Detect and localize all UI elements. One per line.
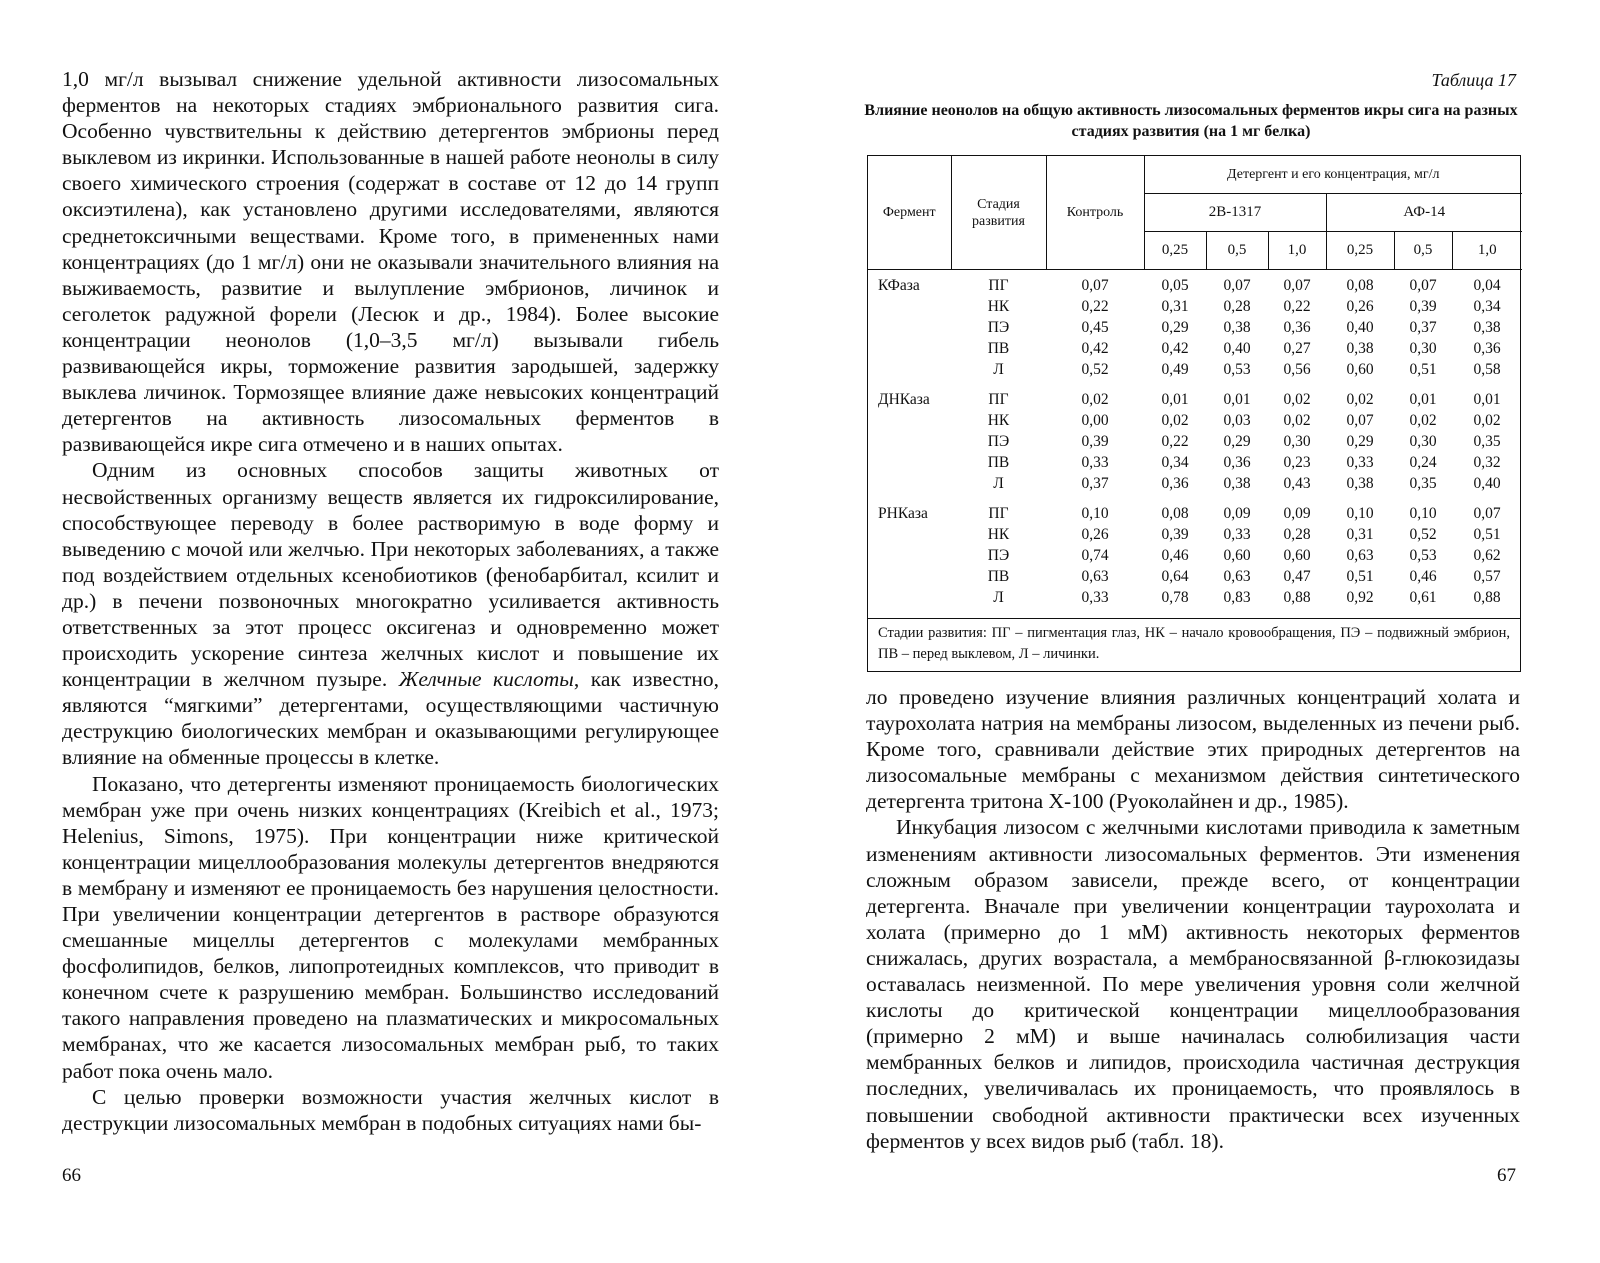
enzyme-cell (868, 297, 951, 318)
value-cell: 0,39 (1409, 298, 1437, 316)
paragraph-2 (62, 457, 719, 770)
value-cell: 0,09 (1283, 505, 1311, 523)
table-row (868, 452, 1522, 473)
enzyme-cell (868, 452, 951, 473)
paragraph-2-text: Одним из основных способов защиты животных от несвойственных организму веществ является их гидроксилирование, способствующее переводу в более растворимую в воде форму и выведению с мочой или желчью. При некоторых заболеваниях, а также под воздействием отдельных ксенобиотиков (фенобарбитал, ксилит и др.) в печени позвоночных многократно усиливается активность ответственных за этот процесс оксигеназ и одновременно может происходить ускорение синтеза желчных кислот и повышение их концентрации в желчном пузыре. (62, 458, 719, 692)
value-cell: 0,35 (1409, 474, 1437, 492)
enzyme-cell (868, 473, 951, 494)
table-row (868, 411, 1522, 432)
header-conc: 0,5 (1394, 232, 1452, 270)
data-table (867, 155, 1521, 672)
stage-cell: НК (987, 298, 1010, 316)
table-row (868, 587, 1522, 608)
paragraph-4: С целью проверки возможности участия желчных кислот в деструкции лизосомальных мембран в подобных ситуациях нами бы- (62, 1084, 719, 1135)
value-cell: 0,09 (1223, 505, 1251, 523)
value-cell: 0,07 (1223, 277, 1251, 295)
enzyme-cell (868, 318, 951, 339)
value-cell: 0,58 (1473, 360, 1501, 378)
value-cell: 0,63 (1081, 567, 1109, 585)
value-cell: 0,02 (1081, 391, 1109, 409)
stage-cell: ПЭ (987, 546, 1010, 564)
value-cell: 0,05 (1161, 277, 1189, 295)
stage-cell: ПГ (988, 391, 1009, 409)
value-cell: 0,02 (1283, 391, 1311, 409)
value-cell: 0,07 (1473, 505, 1501, 523)
enzyme-cell (868, 566, 951, 587)
stage-cell: ПВ (987, 453, 1010, 471)
value-cell: 0,38 (1346, 339, 1374, 357)
stage-cell: ПГ (988, 277, 1009, 295)
value-cell: 0,49 (1161, 360, 1189, 378)
value-cell: 0,22 (1161, 432, 1189, 450)
value-cell: 0,10 (1081, 505, 1109, 523)
value-cell: 0,02 (1409, 412, 1437, 430)
value-cell: 0,10 (1409, 505, 1437, 523)
value-cell: 0,07 (1081, 277, 1109, 295)
italic-term: Желчные кислоты (398, 667, 574, 692)
value-cell: 0,46 (1409, 567, 1437, 585)
value-cell: 0,37 (1081, 474, 1109, 492)
header-conc: 1,0 (1268, 232, 1326, 270)
value-cell: 0,46 (1161, 546, 1189, 564)
value-cell: 0,29 (1346, 432, 1374, 450)
header-conc: 0,5 (1206, 232, 1268, 270)
value-cell: 0,33 (1081, 588, 1109, 606)
value-cell: 0,74 (1081, 546, 1109, 564)
value-cell: 0,26 (1346, 298, 1374, 316)
value-cell: 0,42 (1081, 339, 1109, 357)
header-detergent: Детергент и его концентрация, мг/л (1144, 156, 1522, 194)
stage-cell: ПЭ (987, 318, 1010, 336)
value-cell: 0,83 (1223, 588, 1251, 606)
value-cell: 0,52 (1409, 526, 1437, 544)
header-conc: 0,25 (1326, 232, 1394, 270)
value-cell: 0,51 (1346, 567, 1374, 585)
table-row (868, 318, 1522, 339)
header-af14: АФ-14 (1326, 194, 1522, 232)
value-cell: 0,36 (1161, 474, 1189, 492)
value-cell: 0,40 (1346, 318, 1374, 336)
table-row (868, 432, 1522, 453)
value-cell: 0,38 (1223, 474, 1251, 492)
value-cell: 0,36 (1283, 318, 1311, 336)
value-cell: 0,33 (1081, 453, 1109, 471)
value-cell: 0,51 (1409, 360, 1437, 378)
value-cell: 0,92 (1346, 588, 1374, 606)
value-cell: 0,88 (1283, 588, 1311, 606)
page-number-left: 66 (62, 1165, 81, 1186)
value-cell: 0,01 (1473, 391, 1501, 409)
header-conc: 0,25 (1144, 232, 1206, 270)
value-cell: 0,02 (1283, 412, 1311, 430)
enzyme-cell (868, 432, 951, 453)
table-row (868, 359, 1522, 380)
value-cell: 0,40 (1473, 474, 1501, 492)
header-2b1317: 2В-1317 (1144, 194, 1326, 232)
enzyme-cell: КФаза (878, 277, 920, 295)
value-cell: 0,38 (1223, 318, 1251, 336)
value-cell: 0,01 (1223, 391, 1251, 409)
stage-cell: ПГ (988, 505, 1009, 523)
header-conc: 1,0 (1452, 232, 1522, 270)
table-row (868, 270, 1522, 297)
value-cell: 0,64 (1161, 567, 1189, 585)
value-cell: 0,53 (1223, 360, 1251, 378)
table-row (868, 525, 1522, 546)
enzyme-cell: РНКаза (878, 505, 928, 523)
value-cell: 0,62 (1473, 546, 1501, 564)
value-cell: 0,39 (1161, 526, 1189, 544)
value-cell: 0,08 (1346, 277, 1374, 295)
value-cell: 0,33 (1346, 453, 1374, 471)
left-text-column (62, 66, 719, 1136)
value-cell: 0,52 (1081, 360, 1109, 378)
value-cell: 0,28 (1223, 298, 1251, 316)
value-cell: 0,63 (1346, 546, 1374, 564)
table-row (868, 473, 1522, 494)
enzyme-cell: ДНКаза (878, 391, 930, 409)
value-cell: 0,29 (1223, 432, 1251, 450)
value-cell: 0,78 (1161, 588, 1189, 606)
value-cell: 0,56 (1283, 360, 1311, 378)
value-cell: 0,31 (1346, 526, 1374, 544)
value-cell: 0,24 (1409, 453, 1437, 471)
value-cell: 0,40 (1223, 339, 1251, 357)
table-note: Стадии развития: ПГ – пигментация глаз, НК – начало кровообращения, ПЭ – подвижный эмбрион, ПВ – перед выклевом, Л – личинки. (868, 618, 1520, 671)
value-cell: 0,01 (1161, 391, 1189, 409)
value-cell: 0,38 (1346, 474, 1374, 492)
page-number-right: 67 (1497, 1165, 1516, 1186)
value-cell: 0,42 (1161, 339, 1189, 357)
enzyme-cell (868, 525, 951, 546)
enzyme-cell (868, 546, 951, 567)
value-cell: 0,34 (1473, 298, 1501, 316)
stage-cell: НК (987, 412, 1010, 430)
enzyme-cell (868, 338, 951, 359)
table-row (868, 566, 1522, 587)
value-cell: 0,02 (1346, 391, 1374, 409)
value-cell: 0,60 (1346, 360, 1374, 378)
value-cell: 0,10 (1346, 505, 1374, 523)
value-cell: 0,30 (1283, 432, 1311, 450)
value-cell: 0,43 (1283, 474, 1311, 492)
value-cell: 0,36 (1473, 339, 1501, 357)
value-cell: 0,00 (1081, 412, 1109, 430)
value-cell: 0,03 (1223, 412, 1251, 430)
value-cell: 0,30 (1409, 339, 1437, 357)
value-cell: 0,01 (1409, 391, 1437, 409)
stage-cell: Л (993, 474, 1004, 492)
value-cell: 0,32 (1473, 453, 1501, 471)
value-cell: 0,60 (1283, 546, 1311, 564)
table-row (868, 546, 1522, 567)
value-cell: 0,26 (1081, 526, 1109, 544)
value-cell: 0,63 (1223, 567, 1251, 585)
table-row (868, 338, 1522, 359)
value-cell: 0,35 (1473, 432, 1501, 450)
stage-cell: ПЭ (987, 432, 1010, 450)
value-cell: 0,34 (1161, 453, 1189, 471)
value-cell: 0,29 (1161, 318, 1189, 336)
value-cell: 0,33 (1223, 526, 1251, 544)
value-cell: 0,22 (1283, 298, 1311, 316)
paragraph-5: ло проведено изучение влияния различных концентраций холата и таурохолата натрия на мембраны лизосом, выделенных из печени рыб. Кроме того, сравнивали действие этих природных детергентов на лизосомальные мембраны с механизмом действия синтетического детергента тритона Х-100 (Руоколайнен и др., 1985). (866, 685, 1520, 814)
header-enzyme: Фермент (868, 156, 951, 270)
value-cell: 0,07 (1283, 277, 1311, 295)
value-cell: 0,51 (1473, 526, 1501, 544)
stage-cell: ПВ (987, 567, 1010, 585)
value-cell: 0,53 (1409, 546, 1437, 564)
header-control: Контроль (1046, 156, 1144, 270)
value-cell: 0,45 (1081, 318, 1109, 336)
stage-cell: ПВ (987, 339, 1010, 357)
value-cell: 0,37 (1409, 318, 1437, 336)
value-cell: 0,22 (1081, 298, 1109, 316)
value-cell: 0,60 (1223, 546, 1251, 564)
stage-cell: Л (993, 360, 1004, 378)
table-body (868, 270, 1522, 608)
paragraph-1: 1,0 мг/л вызывал снижение удельной активности лизосомальных ферментов на некоторых стадиях эмбрионального развития сига. Особенно чувствительны к действию детергентов эмбрионы перед выклевом из икринки. Использованные в нашей работе неонолы в силу своего химического строения (содержат в составе от 12 до 14 групп оксиэтилена), как установлено другими исследователями, являются среднетоксичными веществами. Кроме того, в примененных нами концентрациях (до 1 мг/л) они не оказывали значительного влияния на выживаемость, развитие и вылупление эмбрионов, личинок и сеголеток радужной форели (Лесюк и др., 1984). Более высокие концентрации неонолов (1,0–3,5 мг/л) вызывали гибель развивающейся икры, торможение развития зародышей, задержку выклева личинок. Тормозящее влияние даже невысоких концентраций детергентов на активность лизосомальных ферментов в развивающейся икре сига отмечено и в наших опытах. (62, 67, 719, 457)
value-cell: 0,07 (1409, 277, 1437, 295)
paragraph-6: Инкубация лизосом с желчными кислотами приводила к заметным изменениям активности лизосомальных ферментов. Эти изменения сложным образом зависели, прежде всего, от концентрации детергента. Вначале при увеличении концентрации таурохолата и холата (примерно до 1 мМ) активность некоторых ферментов снижалась, других возрастала, а мембраносвязанной β-глюкозидазы оставалась неизменной. По мере увеличения уровня соли желчной кислоты до критической концентрации мицеллообразования (примерно 2 мМ) и выше начиналась солюбилизация части мембранных белков и липидов, происходила частичная деструкция последних, увеличивалась их проницаемость, что проявлялось в повышении свободной активности практически всех изученных ферментов у всех видов рыб (табл. 18). (866, 815, 1520, 1153)
value-cell: 0,02 (1161, 412, 1189, 430)
table-caption: Таблица 17 (1431, 70, 1516, 90)
value-cell: 0,27 (1283, 339, 1311, 357)
value-cell: 0,57 (1473, 567, 1501, 585)
stage-cell: НК (987, 526, 1010, 544)
enzyme-cell (868, 411, 951, 432)
table-row (868, 380, 1522, 411)
value-cell: 0,23 (1283, 453, 1311, 471)
enzyme-cell (868, 587, 951, 608)
value-cell: 0,61 (1409, 588, 1437, 606)
value-cell: 0,47 (1283, 567, 1311, 585)
value-cell: 0,08 (1161, 505, 1189, 523)
value-cell: 0,39 (1081, 432, 1109, 450)
paragraph-3: Показано, что детергенты изменяют проницаемость биологических мембран уже при очень низких концентрациях (Kreibich et al., 1973; Helenius, Simons, 1975). При концентрации ниже критической концентрации мицеллообразования молекулы детергентов внедряются в мембрану и изменяют ее проницаемость без нарушения целостности. При увеличении концентрации детергентов в растворе образуются смешанные мицеллы детергентов с молекулами мембранных фосфолипидов, белков, липопротеидных комплексов, что приводит в конечном счете к разрушению мембран. Большинство исследований такого направления проведено на плазматических и микросомальных мембранах, что же касается лизосомальных мембран рыб, то таких работ пока очень мало. (62, 771, 719, 1083)
enzyme-cell (868, 359, 951, 380)
table-title: Влияние неонолов на общую активность лизосомальных ферментов икры сига на разных стадиях развития (на 1 мг белка) (864, 102, 1518, 140)
value-cell: 0,88 (1473, 588, 1501, 606)
value-cell: 0,07 (1346, 412, 1374, 430)
value-cell: 0,04 (1473, 277, 1501, 295)
table-row (868, 297, 1522, 318)
right-page (800, 0, 1600, 1263)
value-cell: 0,36 (1223, 453, 1251, 471)
header-stage: Стадия развития (951, 156, 1046, 270)
value-cell: 0,31 (1161, 298, 1189, 316)
value-cell: 0,38 (1473, 318, 1501, 336)
right-text-column (866, 684, 1520, 1154)
paragraph-2-tail: , как известно, являются “мягкими” детергентами, осуществляющими частичную деструкцию биологических мембран и оказывающими регулирующее влияние на обменные процессы в клетке. (62, 667, 720, 770)
value-cell: 0,02 (1473, 412, 1501, 430)
stage-cell: Л (993, 588, 1004, 606)
value-cell: 0,28 (1283, 526, 1311, 544)
value-cell: 0,30 (1409, 432, 1437, 450)
table-row (868, 494, 1522, 525)
